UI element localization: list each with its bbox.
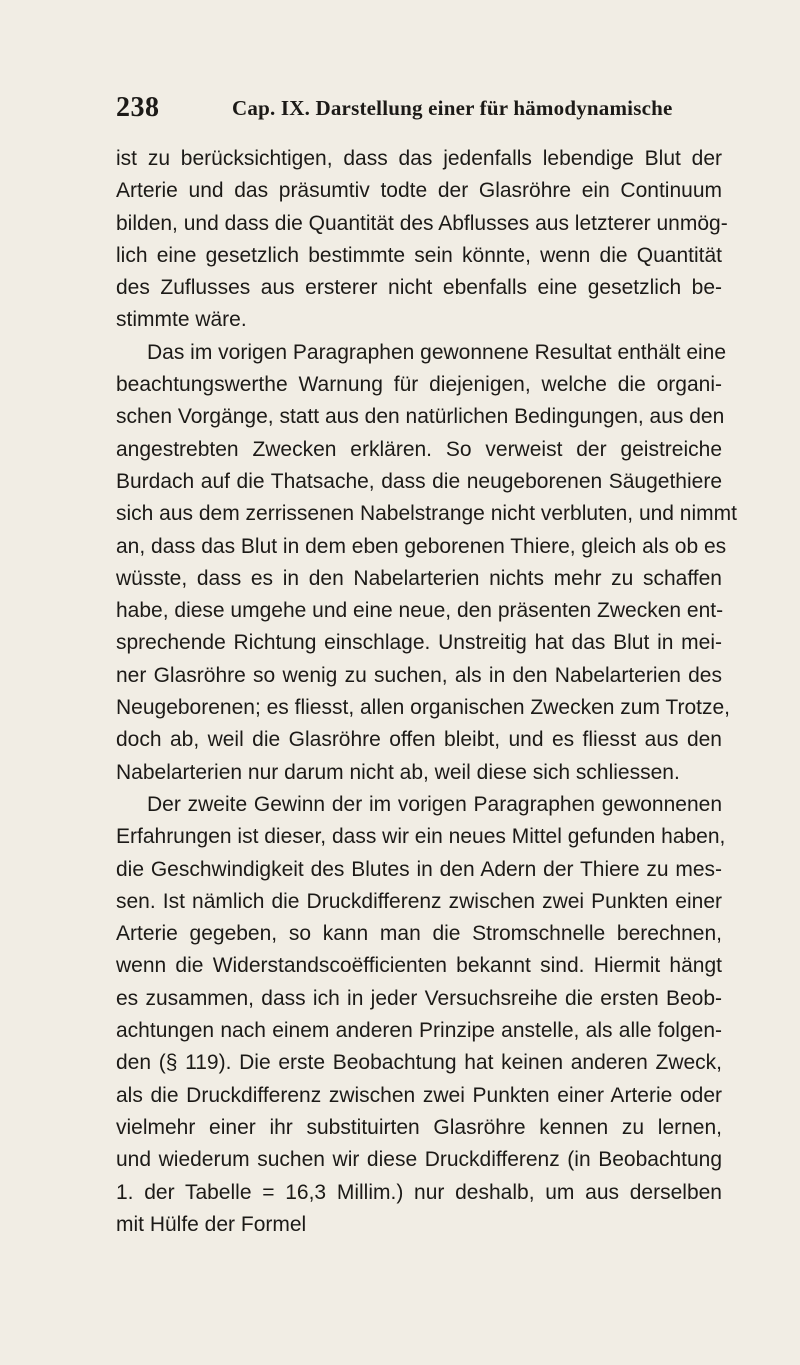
text-line: mit Hülfe der Formel [116, 1212, 307, 1236]
text-line: schen Vorgänge, statt aus den natürlichen Bedingungen, aus den [116, 405, 725, 429]
text-line: die Geschwindigkeit des Blutes in den Adern der Thiere zu mes- [116, 857, 722, 881]
paragraph-1 [116, 143, 728, 337]
text-line: und wiederum suchen wir diese Druckdifferenz (in Beobachtung [116, 1148, 722, 1172]
page-number: 238 [116, 92, 160, 123]
paragraph-3 [116, 789, 726, 1241]
text-line: ner Glasröhre so wenig zu suchen, als in den Nabelarterien des [116, 663, 722, 687]
text-line: Arterie gegeben, so kann man die Stromschnelle berechnen, [116, 922, 722, 946]
text-line: des Zuflusses aus ersterer nicht ebenfalls eine gesetzlich be- [116, 276, 722, 300]
text-line: wüsste, dass es in den Nabelarterien nichts mehr zu schaffen [116, 566, 722, 590]
text-line: sich aus dem zerrissenen Nabelstrange nicht verbluten, und nimmt [116, 502, 737, 526]
text-line: an, dass das Blut in dem eben geborenen Thiere, gleich als ob es [116, 534, 727, 558]
paragraph-2 [116, 337, 737, 789]
text-line: bilden, und dass die Quantität des Abflusses aus letzterer unmög- [116, 211, 728, 235]
text-line: angestrebten Zwecken erklären. So verweist der geistreiche [116, 437, 722, 461]
running-head [116, 90, 716, 126]
text-line: sen. Ist nämlich die Druckdifferenz zwischen zwei Punkten einer [116, 889, 722, 913]
text-line: doch ab, weil die Glasröhre offen bleibt, und es fliesst aus den [116, 728, 722, 752]
text-line: Arterie und das präsumtiv todte der Glasröhre ein Continuum [116, 179, 722, 203]
text-line: Der zweite Gewinn der im vorigen Paragraphen gewonnenen [147, 792, 722, 816]
text-line: Burdach auf die Thatsache, dass die neugeborenen Säugethiere [116, 469, 722, 493]
body-text [116, 143, 737, 1241]
text-line: es zusammen, dass ich in jeder Versuchsreihe die ersten Beob- [116, 986, 722, 1010]
text-line: Das im vorigen Paragraphen gewonnene Resultat enthält eine [147, 340, 727, 364]
text-line: Erfahrungen ist dieser, dass wir ein neues Mittel gefunden haben, [116, 825, 726, 849]
text-line: vielmehr einer ihr substituirten Glasröhre kennen zu lernen, [116, 1115, 722, 1139]
text-line: sprechende Richtung einschlage. Unstreitig hat das Blut in mei- [116, 631, 722, 655]
text-line: 1. der Tabelle = 16,3 Millim.) nur deshalb, um aus derselben [116, 1180, 722, 1204]
text-line: Neugeborenen; es fliesst, allen organischen Zwecken zum Trotze, [116, 696, 730, 720]
text-line: stimmte wäre. [116, 308, 247, 332]
text-line: wenn die Widerstandscoëfficienten bekannt sind. Hiermit hängt [116, 954, 722, 978]
text-line: beachtungswerthe Warnung für diejenigen, welche die organi- [116, 373, 722, 397]
text-line: habe, diese umgehe und eine neue, den präsenten Zwecken ent- [116, 599, 724, 623]
text-line: achtungen nach einem anderen Prinzipe anstelle, als alle folgen- [116, 1019, 722, 1043]
text-line: als die Druckdifferenz zwischen zwei Punkten einer Arterie oder [116, 1083, 722, 1107]
text-line: Nabelarterien nur darum nicht ab, weil diese sich schliessen. [116, 760, 680, 784]
running-head-title: Cap. IX. Darstellung einer für hämodynamische [232, 96, 673, 120]
text-line: ist zu berücksichtigen, dass das jedenfalls lebendige Blut der [116, 147, 722, 170]
text-line: den (§ 119). Die erste Beobachtung hat keinen anderen Zweck, [116, 1051, 722, 1075]
text-line: lich eine gesetzlich bestimmte sein könnte, wenn die Quantität [116, 243, 722, 267]
